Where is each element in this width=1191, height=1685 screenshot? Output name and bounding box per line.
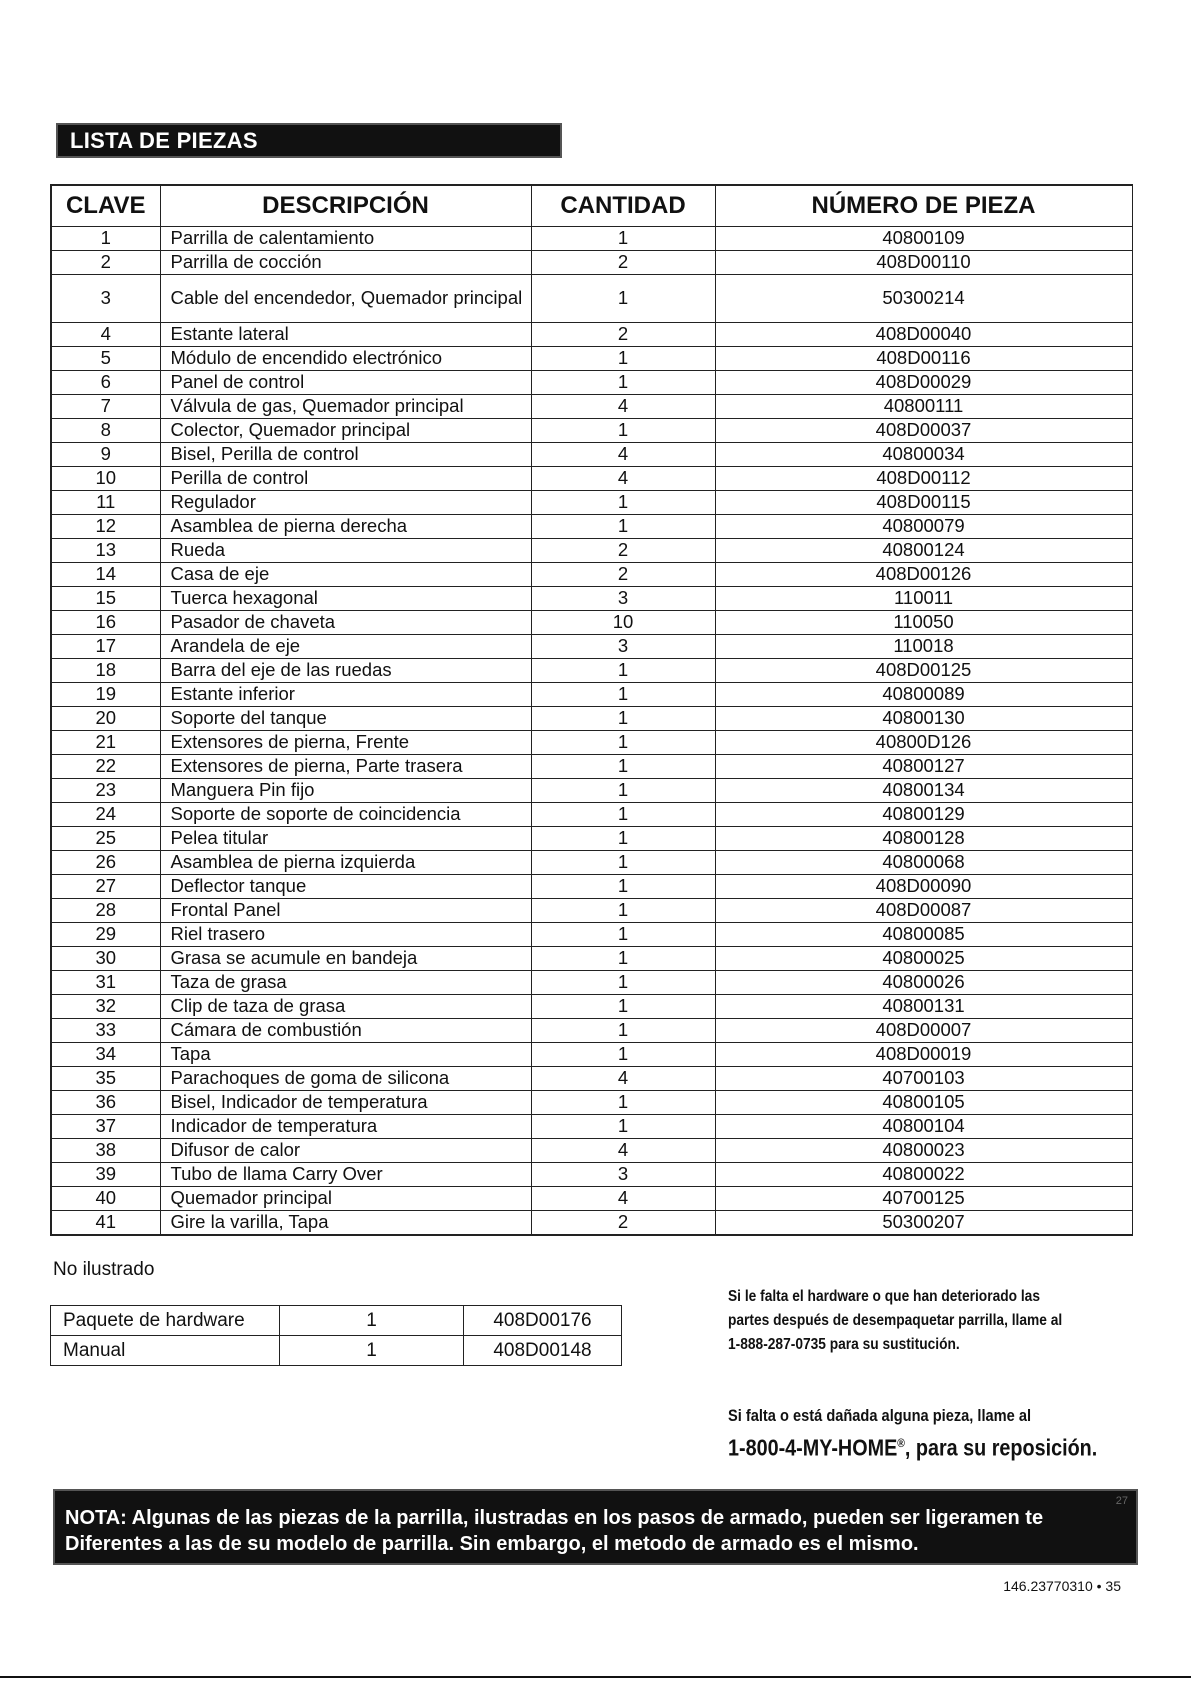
row-cantidad: 1 [531, 995, 715, 1019]
parts-table [50, 184, 1133, 1236]
row-descripcion: Arandela de eje [160, 635, 531, 659]
notice-line: partes después de desempaquetar parrilla, llame al [728, 1312, 1063, 1329]
row-numero-de-pieza: 40800111 [715, 395, 1132, 419]
notice-line: 1-888-287-0735 para su sustitución. [728, 1336, 960, 1353]
row-numero-de-pieza: 40800131 [715, 995, 1132, 1019]
table-row [51, 635, 1132, 659]
row-descripcion: Parrilla de calentamiento [160, 227, 531, 251]
parts-table-body [51, 227, 1132, 1236]
table-row [51, 827, 1132, 851]
page-footer: 146.23770310 • 35 [1003, 1578, 1121, 1594]
row-clave: 38 [51, 1139, 160, 1163]
row-clave: 28 [51, 899, 160, 923]
row-cantidad: 2 [531, 251, 715, 275]
row-numero-de-pieza: 40800034 [715, 443, 1132, 467]
row-descripcion: Gire la varilla, Tapa [160, 1211, 531, 1236]
row-clave: 35 [51, 1067, 160, 1091]
table-row [51, 323, 1132, 347]
registered-mark: ® [897, 1436, 905, 1450]
row-descripcion: Parrilla de cocción [160, 251, 531, 275]
row-clave: 31 [51, 971, 160, 995]
table-row [51, 923, 1132, 947]
row-clave: 5 [51, 347, 160, 371]
row-cantidad: 1 [531, 923, 715, 947]
row-numero-de-pieza: 40800127 [715, 755, 1132, 779]
note-line: NOTA: Algunas de las piezas de la parrilla, ilustradas en los pasos de armado, pueden ser ligeramen te [65, 1507, 1044, 1529]
missing-hardware-notice [728, 1285, 1158, 1357]
parts-table-header-row [51, 185, 1132, 227]
notice-line: Si le falta el hardware o que han deteriorado las [728, 1288, 1040, 1305]
row-clave: 13 [51, 539, 160, 563]
row-clave: 2 [51, 251, 160, 275]
row-cantidad: 4 [531, 1139, 715, 1163]
row-descripcion: Taza de grasa [160, 971, 531, 995]
row-clave: 30 [51, 947, 160, 971]
row-cantidad: 4 [531, 467, 715, 491]
row-cantidad: 1 [531, 731, 715, 755]
row-clave: 8 [51, 419, 160, 443]
row-clave: 22 [51, 755, 160, 779]
notice-line: Si falta o está dañada alguna pieza, llame al [728, 1406, 1032, 1425]
row-descripcion: Cable del encendedor, Quemador principal [160, 275, 531, 323]
table-row [51, 1091, 1132, 1115]
table-row [51, 1043, 1132, 1067]
table-row [51, 1187, 1132, 1211]
row-numero-de-pieza: 50300214 [715, 275, 1132, 323]
row-clave: 4 [51, 323, 160, 347]
row-cantidad: 1 [531, 1043, 715, 1067]
row-descripcion: Casa de eje [160, 563, 531, 587]
table-row [51, 371, 1132, 395]
row-descripcion: Difusor de calor [160, 1139, 531, 1163]
row-clave: 26 [51, 851, 160, 875]
page-bottom-rule [0, 1676, 1191, 1678]
table-row [51, 779, 1132, 803]
table-row [51, 971, 1132, 995]
note-text [65, 1505, 1043, 1557]
row-numero-de-pieza: 40800079 [715, 515, 1132, 539]
table-row [51, 851, 1132, 875]
row-numero-de-pieza: 408D00037 [715, 419, 1132, 443]
table-row [51, 1019, 1132, 1043]
row-clave: 1 [51, 227, 160, 251]
header-clave: CLAVE [51, 185, 160, 227]
row-cantidad: 1 [531, 419, 715, 443]
table-row [51, 539, 1132, 563]
row-descripcion: Grasa se acumule en bandeja [160, 947, 531, 971]
row-cantidad: 4 [531, 443, 715, 467]
missing-part-notice [728, 1405, 1175, 1464]
row-descripcion: Extensores de pierna, Frente [160, 731, 531, 755]
table-row [51, 251, 1132, 275]
row-cantidad: 1 [531, 707, 715, 731]
row-descripcion: Riel trasero [160, 923, 531, 947]
table-row [51, 1139, 1132, 1163]
not-illustrated-table [50, 1305, 622, 1366]
row-cantidad: 3 [531, 635, 715, 659]
row-cantidad: 1 [531, 683, 715, 707]
row-clave: 3 [51, 275, 160, 323]
row-cantidad: 2 [531, 1211, 715, 1236]
header-numero-de-pieza: NÚMERO DE PIEZA [715, 185, 1132, 227]
row-descripcion: Asamblea de pierna derecha [160, 515, 531, 539]
row-cantidad: 1 [531, 827, 715, 851]
row-numero-de-pieza: 110050 [715, 611, 1132, 635]
table-row [51, 491, 1132, 515]
row-cantidad: 1 [531, 779, 715, 803]
phone-number: 1-800-4-MY-HOME [728, 1434, 898, 1461]
table-row [51, 707, 1132, 731]
row-numero-de-pieza: 40800124 [715, 539, 1132, 563]
row-cantidad: 4 [531, 1187, 715, 1211]
table-row [51, 347, 1132, 371]
note-line: Diferentes a las de su modelo de parrilla. Sin embargo, el metodo de armado es el mismo. [65, 1533, 919, 1555]
row-numero-de-pieza: 408D00110 [715, 251, 1132, 275]
row-descripcion: Tuerca hexagonal [160, 587, 531, 611]
row-cantidad: 4 [531, 395, 715, 419]
row-cantidad: 1 [531, 371, 715, 395]
row-descripcion: Frontal Panel [160, 899, 531, 923]
table-row [51, 1163, 1132, 1187]
row-numero-de-pieza: 408D00090 [715, 875, 1132, 899]
row-cantidad: 2 [531, 539, 715, 563]
row-descripcion: Módulo de encendido electrónico [160, 347, 531, 371]
row-numero-de-pieza: 40800089 [715, 683, 1132, 707]
row-descripcion: Tapa [160, 1043, 531, 1067]
row-numero-de-pieza: 40800134 [715, 779, 1132, 803]
row-cantidad: 1 [531, 899, 715, 923]
row-clave: 27 [51, 875, 160, 899]
row-descripcion: Rueda [160, 539, 531, 563]
row-numero-de-pieza: 40800105 [715, 1091, 1132, 1115]
row-clave: 34 [51, 1043, 160, 1067]
table-row [51, 419, 1132, 443]
row-descripcion: Panel de control [160, 371, 531, 395]
row-descripcion: Asamblea de pierna izquierda [160, 851, 531, 875]
row-clave: 29 [51, 923, 160, 947]
row-cantidad: 1 [531, 803, 715, 827]
row-numero-de-pieza: 40700125 [715, 1187, 1132, 1211]
row-numero-de-pieza: 40800085 [715, 923, 1132, 947]
table-row [51, 1336, 622, 1366]
row-clave: 18 [51, 659, 160, 683]
row-clave: 12 [51, 515, 160, 539]
row-cantidad: 2 [531, 563, 715, 587]
extra-quantity: 1 [280, 1336, 464, 1366]
row-cantidad: 2 [531, 323, 715, 347]
table-row [51, 755, 1132, 779]
not-illustrated-label: No ilustrado [53, 1259, 155, 1280]
row-numero-de-pieza: 408D00115 [715, 491, 1132, 515]
table-row [51, 731, 1132, 755]
row-descripcion: Bisel, Perilla de control [160, 443, 531, 467]
table-row [51, 515, 1132, 539]
row-clave: 16 [51, 611, 160, 635]
row-descripcion: Deflector tanque [160, 875, 531, 899]
row-descripcion: Perilla de control [160, 467, 531, 491]
table-row [51, 947, 1132, 971]
table-row [51, 875, 1132, 899]
row-clave: 9 [51, 443, 160, 467]
row-clave: 19 [51, 683, 160, 707]
note-bar [53, 1489, 1138, 1565]
row-clave: 39 [51, 1163, 160, 1187]
row-descripcion: Cámara de combustión [160, 1019, 531, 1043]
row-cantidad: 3 [531, 587, 715, 611]
row-numero-de-pieza: 408D00116 [715, 347, 1132, 371]
row-descripcion: Válvula de gas, Quemador principal [160, 395, 531, 419]
table-row [51, 443, 1132, 467]
table-row [51, 275, 1132, 323]
row-numero-de-pieza: 40800104 [715, 1115, 1132, 1139]
row-cantidad: 1 [531, 347, 715, 371]
table-row [51, 1211, 1132, 1236]
row-numero-de-pieza: 40800D126 [715, 731, 1132, 755]
table-row [51, 611, 1132, 635]
row-numero-de-pieza: 40800129 [715, 803, 1132, 827]
table-row [51, 587, 1132, 611]
row-numero-de-pieza: 408D00029 [715, 371, 1132, 395]
table-row [51, 995, 1132, 1019]
row-clave: 25 [51, 827, 160, 851]
row-cantidad: 1 [531, 1091, 715, 1115]
phone-tail: , para su reposición. [904, 1434, 1098, 1461]
row-numero-de-pieza: 408D00019 [715, 1043, 1132, 1067]
row-descripcion: Quemador principal [160, 1187, 531, 1211]
extra-part-number: 408D00148 [464, 1336, 622, 1366]
row-cantidad: 3 [531, 1163, 715, 1187]
row-descripcion: Soporte del tanque [160, 707, 531, 731]
row-cantidad: 1 [531, 1019, 715, 1043]
row-clave: 21 [51, 731, 160, 755]
section-title-bar [56, 123, 562, 158]
header-descripcion: DESCRIPCIÓN [160, 185, 531, 227]
row-clave: 17 [51, 635, 160, 659]
row-numero-de-pieza: 50300207 [715, 1211, 1132, 1236]
row-descripcion: Bisel, Indicador de temperatura [160, 1091, 531, 1115]
table-row [51, 227, 1132, 251]
extra-quantity: 1 [280, 1306, 464, 1336]
row-cantidad: 1 [531, 851, 715, 875]
row-cantidad: 1 [531, 227, 715, 251]
row-cantidad: 1 [531, 947, 715, 971]
row-numero-de-pieza: 408D00087 [715, 899, 1132, 923]
row-descripcion: Tubo de llama Carry Over [160, 1163, 531, 1187]
row-clave: 32 [51, 995, 160, 1019]
row-cantidad: 1 [531, 875, 715, 899]
extra-description: Paquete de hardware [51, 1306, 280, 1336]
row-descripcion: Indicador de temperatura [160, 1115, 531, 1139]
row-clave: 7 [51, 395, 160, 419]
row-descripcion: Barra del eje de las ruedas [160, 659, 531, 683]
extra-description: Manual [51, 1336, 280, 1366]
row-descripcion: Parachoques de goma de silicona [160, 1067, 531, 1091]
table-row [51, 659, 1132, 683]
table-row [51, 803, 1132, 827]
row-clave: 23 [51, 779, 160, 803]
row-numero-de-pieza: 40800130 [715, 707, 1132, 731]
row-clave: 15 [51, 587, 160, 611]
row-clave: 10 [51, 467, 160, 491]
row-numero-de-pieza: 40800025 [715, 947, 1132, 971]
section-title: LISTA DE PIEZAS [70, 128, 258, 153]
stray-corner-mark: 27 [1115, 1495, 1128, 1507]
row-clave: 41 [51, 1211, 160, 1236]
row-clave: 11 [51, 491, 160, 515]
row-numero-de-pieza: 40800022 [715, 1163, 1132, 1187]
table-row [51, 1115, 1132, 1139]
row-clave: 20 [51, 707, 160, 731]
row-clave: 36 [51, 1091, 160, 1115]
row-numero-de-pieza: 40700103 [715, 1067, 1132, 1091]
row-cantidad: 1 [531, 971, 715, 995]
row-cantidad: 1 [531, 515, 715, 539]
table-row [51, 563, 1132, 587]
header-cantidad: CANTIDAD [531, 185, 715, 227]
row-descripcion: Manguera Pin fijo [160, 779, 531, 803]
row-descripcion: Estante inferior [160, 683, 531, 707]
row-numero-de-pieza: 40800068 [715, 851, 1132, 875]
row-numero-de-pieza: 110011 [715, 587, 1132, 611]
row-descripcion: Estante lateral [160, 323, 531, 347]
row-descripcion: Clip de taza de grasa [160, 995, 531, 1019]
row-cantidad: 1 [531, 275, 715, 323]
row-descripcion: Soporte de soporte de coincidencia [160, 803, 531, 827]
extra-part-number: 408D00176 [464, 1306, 622, 1336]
row-descripcion: Regulador [160, 491, 531, 515]
row-numero-de-pieza: 408D00126 [715, 563, 1132, 587]
row-clave: 40 [51, 1187, 160, 1211]
row-numero-de-pieza: 408D00125 [715, 659, 1132, 683]
row-numero-de-pieza: 110018 [715, 635, 1132, 659]
row-cantidad: 1 [531, 659, 715, 683]
row-clave: 33 [51, 1019, 160, 1043]
row-numero-de-pieza: 40800109 [715, 227, 1132, 251]
table-row [51, 467, 1132, 491]
table-row [51, 899, 1132, 923]
phone-line [728, 1427, 1175, 1464]
row-clave: 24 [51, 803, 160, 827]
row-numero-de-pieza: 40800023 [715, 1139, 1132, 1163]
row-cantidad: 1 [531, 1115, 715, 1139]
row-cantidad: 1 [531, 755, 715, 779]
row-cantidad: 10 [531, 611, 715, 635]
row-clave: 14 [51, 563, 160, 587]
row-cantidad: 4 [531, 1067, 715, 1091]
row-descripcion: Extensores de pierna, Parte trasera [160, 755, 531, 779]
row-descripcion: Pelea titular [160, 827, 531, 851]
row-numero-de-pieza: 40800026 [715, 971, 1132, 995]
table-row [51, 1306, 622, 1336]
row-clave: 6 [51, 371, 160, 395]
table-row [51, 1067, 1132, 1091]
row-numero-de-pieza: 408D00040 [715, 323, 1132, 347]
row-numero-de-pieza: 408D00112 [715, 467, 1132, 491]
row-descripcion: Colector, Quemador principal [160, 419, 531, 443]
row-numero-de-pieza: 40800128 [715, 827, 1132, 851]
row-numero-de-pieza: 408D00007 [715, 1019, 1132, 1043]
row-descripcion: Pasador de chaveta [160, 611, 531, 635]
table-row [51, 395, 1132, 419]
row-clave: 37 [51, 1115, 160, 1139]
row-cantidad: 1 [531, 491, 715, 515]
table-row [51, 683, 1132, 707]
